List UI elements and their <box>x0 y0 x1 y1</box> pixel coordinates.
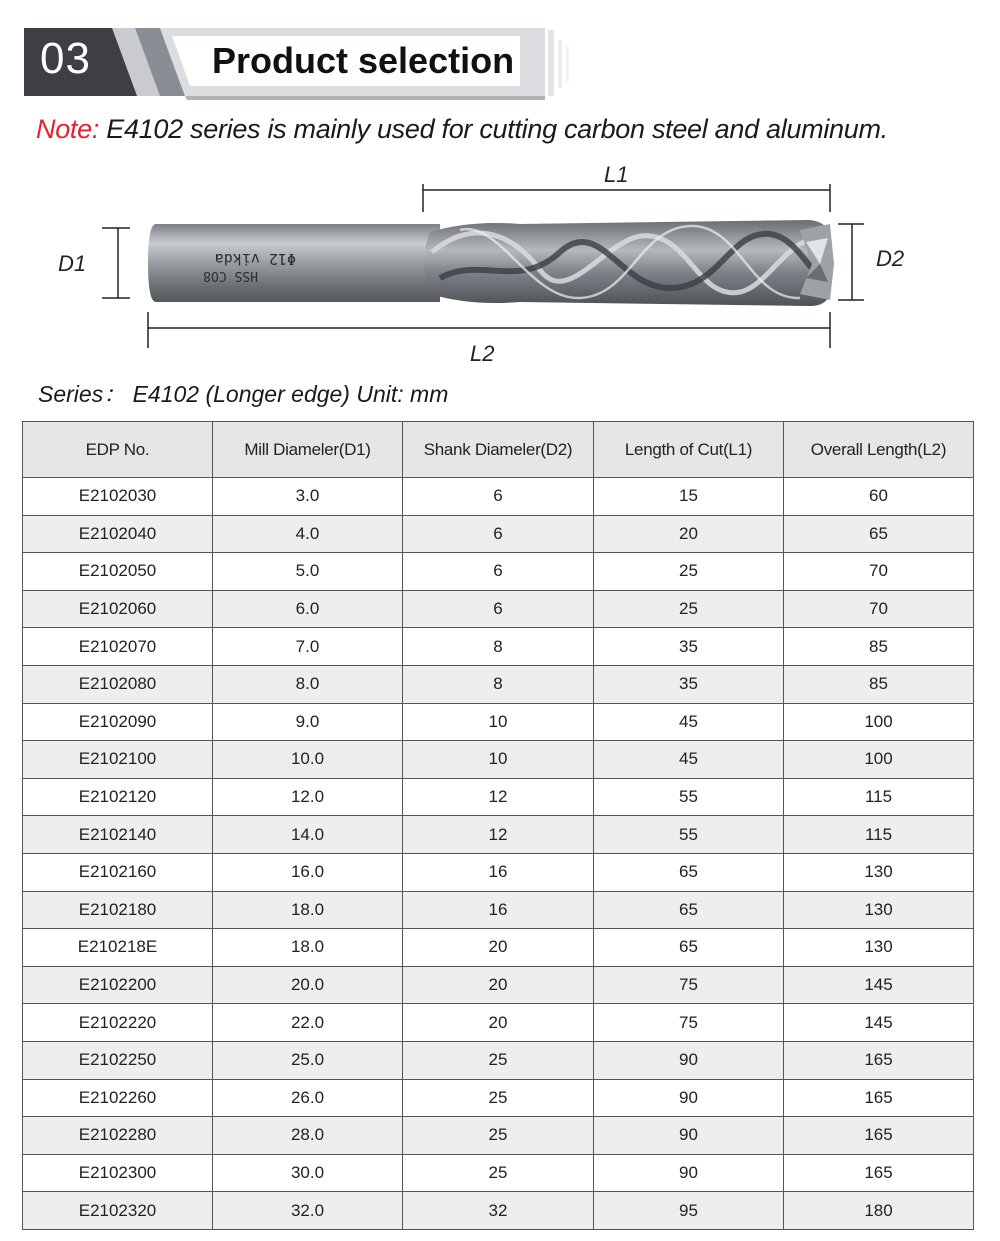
cell-mill-diameter: 3.0 <box>213 478 403 516</box>
cell-mill-diameter: 30.0 <box>213 1154 403 1192</box>
cell-length-of-cut: 35 <box>594 665 784 703</box>
cell-edp-no: E2102090 <box>23 703 213 741</box>
cell-shank-diameter: 32 <box>403 1192 594 1230</box>
cell-length-of-cut: 90 <box>594 1041 784 1079</box>
table-row <box>23 1079 974 1117</box>
table-row <box>23 1117 974 1155</box>
cell-length-of-cut: 45 <box>594 703 784 741</box>
cell-mill-diameter: 8.0 <box>213 665 403 703</box>
cell-mill-diameter: 7.0 <box>213 628 403 666</box>
table-row <box>23 929 974 967</box>
cell-shank-diameter: 10 <box>403 703 594 741</box>
table-row <box>23 891 974 929</box>
cell-length-of-cut: 90 <box>594 1154 784 1192</box>
table-row <box>23 628 974 666</box>
table-row <box>23 966 974 1004</box>
cell-edp-no: E2102040 <box>23 515 213 553</box>
header-mill-diameter: Mill Diameler(D1) <box>213 422 403 478</box>
cell-length-of-cut: 25 <box>594 590 784 628</box>
cell-mill-diameter: 26.0 <box>213 1079 403 1117</box>
cell-length-of-cut: 15 <box>594 478 784 516</box>
cell-shank-diameter: 6 <box>403 553 594 591</box>
d1-label: D1 <box>58 251 87 276</box>
cell-length-of-cut: 25 <box>594 553 784 591</box>
table-row <box>23 703 974 741</box>
cell-shank-diameter: 16 <box>403 891 594 929</box>
table-header-row <box>23 422 974 478</box>
cell-overall-length: 165 <box>784 1117 974 1155</box>
cell-mill-diameter: 10.0 <box>213 741 403 779</box>
cell-overall-length: 165 <box>784 1154 974 1192</box>
cell-shank-diameter: 6 <box>403 478 594 516</box>
cell-edp-no: E2102080 <box>23 665 213 703</box>
cell-mill-diameter: 25.0 <box>213 1041 403 1079</box>
section-number: 03 <box>40 34 91 83</box>
cell-edp-no: E2102320 <box>23 1192 213 1230</box>
cell-length-of-cut: 90 <box>594 1079 784 1117</box>
cell-overall-length: 70 <box>784 553 974 591</box>
cell-edp-no: E2102060 <box>23 590 213 628</box>
cell-mill-diameter: 12.0 <box>213 778 403 816</box>
header-edp-no: EDP No. <box>23 422 213 478</box>
cell-edp-no: E2102300 <box>23 1154 213 1192</box>
specification-table <box>22 421 974 1230</box>
note-text: E4102 series is mainly used for cutting carbon steel and aluminum. <box>99 114 888 144</box>
cell-shank-diameter: 25 <box>403 1117 594 1155</box>
cell-shank-diameter: 6 <box>403 515 594 553</box>
cell-mill-diameter: 9.0 <box>213 703 403 741</box>
section-banner <box>0 0 1000 110</box>
cell-shank-diameter: 8 <box>403 665 594 703</box>
series-line: Series： E4102 (Longer edge) Unit: mm <box>38 381 449 407</box>
cell-overall-length: 115 <box>784 816 974 854</box>
cell-edp-no: E2102120 <box>23 778 213 816</box>
header-overall-length: Overall Length(L2) <box>784 422 974 478</box>
cell-shank-diameter: 20 <box>403 1004 594 1042</box>
cell-overall-length: 100 <box>784 741 974 779</box>
cell-length-of-cut: 65 <box>594 929 784 967</box>
cell-shank-diameter: 20 <box>403 929 594 967</box>
cell-overall-length: 60 <box>784 478 974 516</box>
cell-overall-length: 145 <box>784 966 974 1004</box>
table-row <box>23 816 974 854</box>
cell-edp-no: E2102220 <box>23 1004 213 1042</box>
cell-edp-no: E2102070 <box>23 628 213 666</box>
cell-shank-diameter: 10 <box>403 741 594 779</box>
cell-edp-no: E2102280 <box>23 1117 213 1155</box>
table-row <box>23 741 974 779</box>
cell-overall-length: 130 <box>784 853 974 891</box>
table-row <box>23 665 974 703</box>
cell-edp-no: E2102160 <box>23 853 213 891</box>
cell-overall-length: 130 <box>784 891 974 929</box>
cell-edp-no: E2102260 <box>23 1079 213 1117</box>
note-line <box>36 114 888 145</box>
cell-length-of-cut: 55 <box>594 816 784 854</box>
table-row <box>23 1154 974 1192</box>
cell-shank-diameter: 12 <box>403 778 594 816</box>
cell-length-of-cut: 20 <box>594 515 784 553</box>
cell-length-of-cut: 90 <box>594 1117 784 1155</box>
d2-label: D2 <box>876 246 905 271</box>
header-shank-diameter: Shank Diameler(D2) <box>403 422 594 478</box>
cell-overall-length: 65 <box>784 515 974 553</box>
cell-mill-diameter: 18.0 <box>213 891 403 929</box>
cell-overall-length: 70 <box>784 590 974 628</box>
cell-overall-length: 115 <box>784 778 974 816</box>
table-row <box>23 590 974 628</box>
cell-length-of-cut: 65 <box>594 891 784 929</box>
table-row <box>23 515 974 553</box>
cell-overall-length: 130 <box>784 929 974 967</box>
cell-edp-no: E2102030 <box>23 478 213 516</box>
cell-shank-diameter: 25 <box>403 1041 594 1079</box>
cell-mill-diameter: 22.0 <box>213 1004 403 1042</box>
table-row <box>23 553 974 591</box>
cell-mill-diameter: 6.0 <box>213 590 403 628</box>
table-row <box>23 853 974 891</box>
cell-length-of-cut: 45 <box>594 741 784 779</box>
shank-marking-2: Φ12 vikda <box>214 250 296 268</box>
cell-edp-no: E2102180 <box>23 891 213 929</box>
cell-overall-length: 165 <box>784 1079 974 1117</box>
cell-length-of-cut: 75 <box>594 1004 784 1042</box>
cell-mill-diameter: 14.0 <box>213 816 403 854</box>
cell-shank-diameter: 12 <box>403 816 594 854</box>
shank-marking-1: HSS CO8 <box>203 268 258 283</box>
note-label: Note: <box>36 114 100 144</box>
cell-mill-diameter: 20.0 <box>213 966 403 1004</box>
cell-overall-length: 165 <box>784 1041 974 1079</box>
cell-mill-diameter: 32.0 <box>213 1192 403 1230</box>
end-mill-diagram <box>0 160 1000 370</box>
section-title: Product selection <box>212 40 515 81</box>
cell-shank-diameter: 8 <box>403 628 594 666</box>
cell-edp-no: E2102250 <box>23 1041 213 1079</box>
cell-shank-diameter: 6 <box>403 590 594 628</box>
cell-shank-diameter: 25 <box>403 1154 594 1192</box>
l2-label: L2 <box>470 341 495 366</box>
cell-overall-length: 85 <box>784 665 974 703</box>
cell-length-of-cut: 95 <box>594 1192 784 1230</box>
cell-mill-diameter: 16.0 <box>213 853 403 891</box>
cell-shank-diameter: 20 <box>403 966 594 1004</box>
cell-overall-length: 85 <box>784 628 974 666</box>
cell-edp-no: E2102140 <box>23 816 213 854</box>
cell-overall-length: 100 <box>784 703 974 741</box>
table-row <box>23 478 974 516</box>
cell-shank-diameter: 25 <box>403 1079 594 1117</box>
l1-label: L1 <box>604 162 629 187</box>
table-row <box>23 778 974 816</box>
table-row <box>23 1192 974 1230</box>
cell-mill-diameter: 18.0 <box>213 929 403 967</box>
cell-length-of-cut: 55 <box>594 778 784 816</box>
table-row <box>23 1041 974 1079</box>
cell-mill-diameter: 4.0 <box>213 515 403 553</box>
cell-length-of-cut: 65 <box>594 853 784 891</box>
cell-edp-no: E210218E <box>23 929 213 967</box>
cell-overall-length: 180 <box>784 1192 974 1230</box>
header-length-of-cut: Length of Cut(L1) <box>594 422 784 478</box>
table-row <box>23 1004 974 1042</box>
cell-mill-diameter: 5.0 <box>213 553 403 591</box>
cell-shank-diameter: 16 <box>403 853 594 891</box>
cell-overall-length: 145 <box>784 1004 974 1042</box>
cell-mill-diameter: 28.0 <box>213 1117 403 1155</box>
cell-edp-no: E2102100 <box>23 741 213 779</box>
cell-length-of-cut: 75 <box>594 966 784 1004</box>
cell-length-of-cut: 35 <box>594 628 784 666</box>
end-mill-tool <box>148 220 834 306</box>
cell-edp-no: E2102050 <box>23 553 213 591</box>
cell-edp-no: E2102200 <box>23 966 213 1004</box>
